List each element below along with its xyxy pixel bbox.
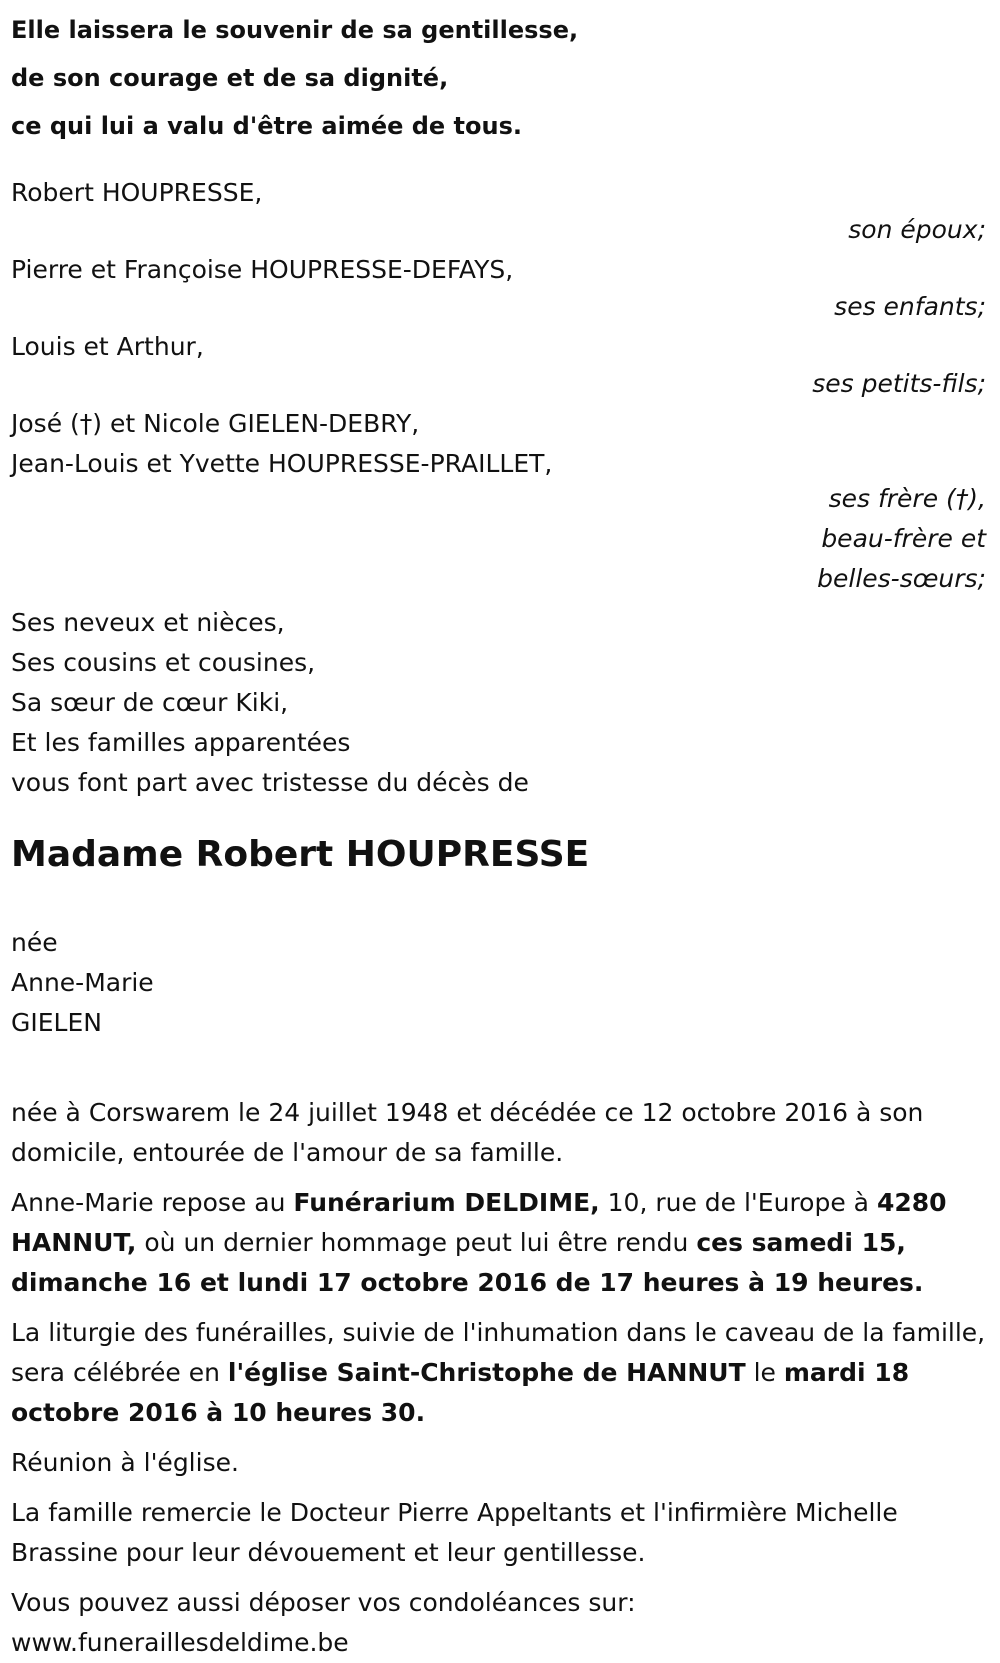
visitation-dates: ces samedi 15, dimanche 16 et lundi 17 octobre 2016 de 17 heures à 19 heures.: [11, 1228, 924, 1297]
relatives-line-1: Ses neveux et nièces,: [11, 608, 285, 637]
deceased-last-name: GIELEN: [11, 1008, 102, 1037]
grandchildren-name: Louis et Arthur,: [11, 332, 204, 361]
reunion-text: Réunion à l'église.: [11, 1448, 239, 1477]
condolences-label: Vous pouvez aussi déposer vos condoléances sur:: [11, 1588, 636, 1617]
relatives-line-2: Ses cousins et cousines,: [11, 648, 316, 677]
deceased-title: Madame Robert HOUPRESSE: [11, 834, 590, 875]
repose-text-3: où un dernier hommage peut lui être rendu: [136, 1228, 697, 1257]
funerarium-name: Funérarium DELDIME,: [293, 1188, 600, 1217]
deceased-first-name: Anne-Marie: [11, 968, 154, 997]
liturgy-text-2: le: [745, 1358, 784, 1387]
liturgy-text-1: La liturgie des funérailles, suivie de l'inhumation dans le caveau de la famille, sera célébrée en: [11, 1318, 986, 1387]
repose-text-2: 10, rue de l'Europe à: [599, 1188, 877, 1217]
siblings-name-2: Jean-Louis et Yvette HOUPRESSE-PRAILLET,: [11, 449, 553, 478]
repose-text-1: Anne-Marie repose au: [11, 1188, 294, 1217]
opening-quote: [11, 6, 578, 150]
grandchildren-role: ses petits-fils;: [812, 369, 986, 398]
nee-label: née: [11, 928, 58, 957]
condolences-block: [11, 1583, 986, 1663]
other-relatives: [11, 603, 350, 763]
siblings-role-1: ses frère (†),: [828, 484, 986, 513]
spouse-role: son époux;: [848, 215, 986, 244]
obituary-page: [11, 0, 986, 1663]
siblings-name-1: José (†) et Nicole GIELEN-DEBRY,: [11, 409, 420, 438]
quote-line-2: de son courage et de sa dignité,: [11, 64, 449, 92]
spouse-name: Robert HOUPRESSE,: [11, 178, 263, 207]
siblings-role-2: beau-frère et: [821, 524, 986, 553]
funerarium-city: 4280 HANNUT,: [11, 1188, 947, 1257]
announcement-text: vous font part avec tristesse du décès de: [11, 768, 529, 797]
church-name: l'église Saint-Christophe de HANNUT: [227, 1358, 746, 1387]
funeral-date: mardi 18 octobre 2016 à 10 heures 30.: [11, 1358, 910, 1427]
children-name: Pierre et Françoise HOUPRESSE-DEFAYS,: [11, 255, 514, 284]
quote-line-3: ce qui lui a valu d'être aimée de tous.: [11, 112, 523, 140]
siblings-role-3: belles-sœurs;: [817, 564, 986, 593]
quote-line-1: Elle laissera le souvenir de sa gentillesse,: [11, 16, 579, 44]
condolences-link[interactable]: www.funeraillesdeldime.be: [11, 1628, 349, 1657]
birth-death-paragraph: née à Corswarem le 24 juillet 1948 et décédée ce 12 octobre 2016 à son domicile, entourée de l'amour de sa famille.: [11, 1098, 924, 1167]
relatives-line-3: Sa sœur de cœur Kiki,: [11, 688, 289, 717]
thanks-paragraph: La famille remercie le Docteur Pierre Appeltants et l'infirmière Michelle Brassine pour leur dévouement et leur gentillesse.: [11, 1498, 898, 1567]
liturgy-paragraph: [11, 1313, 986, 1433]
repose-paragraph: [11, 1183, 986, 1303]
children-role: ses enfants;: [834, 292, 986, 321]
relatives-line-4: Et les familles apparentées: [11, 728, 351, 757]
maiden-name-block: [11, 923, 154, 1043]
